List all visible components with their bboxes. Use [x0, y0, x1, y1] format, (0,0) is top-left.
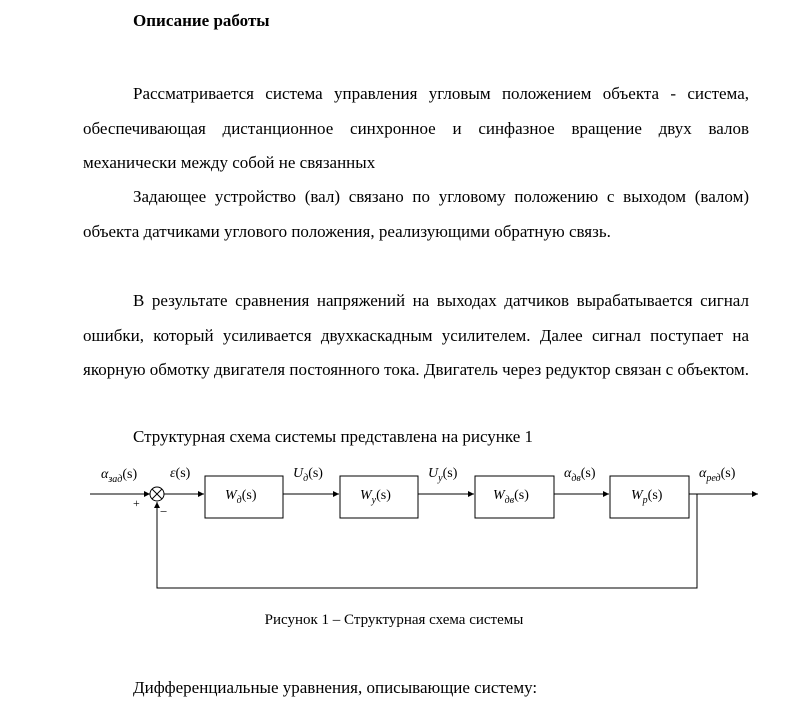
block-reducer-label: $W_р(s)$ — [631, 488, 663, 506]
block-amplifier-label: $W_у(s)$ — [360, 488, 391, 506]
paragraph-error-signal: В результате сравнения напряжений на выходах датчиков вырабатывается сигнал ошибки, который усиливается двухкаскадным усилителем. Далее сигнал поступает на якорную обмотку двигателя постоянного тока. Двигатель через редуктор связан с объектом. — [83, 291, 749, 379]
block-motor-label: $W_{дв}(s)$ — [493, 488, 529, 506]
block-sensor-label: $W_д(s)$ — [225, 488, 257, 506]
section-heading: Описание работы — [133, 11, 270, 30]
signal-label-2: $U_у(s)$ — [428, 466, 458, 484]
paragraph-feedback: Задающее устройство (вал) связано по угловому положению с выходом (валом) объекта датчиками углового положения, реализующими обратную связь. — [83, 187, 749, 241]
signal-label-3: $\alpha_{дв}(s)$ — [564, 466, 596, 484]
paragraph-system-description: Рассматривается система управления угловым положением объекта - система, обеспечивающая дистанционное синхронное и синфазное вращение двух валов механически между собой не связанных — [83, 84, 749, 172]
signal-label-1: $U_д(s)$ — [293, 466, 323, 484]
figure-caption: Рисунок 1 – Структурная схема системы — [264, 612, 524, 628]
paragraph-figure-reference: Структурная схема системы представлена на рисунке 1 — [133, 427, 534, 446]
plus-sign: + — [133, 496, 140, 510]
output-label: $\alpha_{ред}(s)$ — [699, 466, 736, 484]
summing-junction — [150, 487, 164, 501]
block-diagram — [0, 455, 788, 595]
error-label: ε(s) — [170, 466, 191, 481]
minus-sign: − — [160, 504, 168, 519]
paragraph-equations-intro: Дифференциальные уравнения, описывающие систему: — [133, 678, 538, 697]
input-label: $\alpha_{зад}(s)$ — [101, 467, 138, 485]
